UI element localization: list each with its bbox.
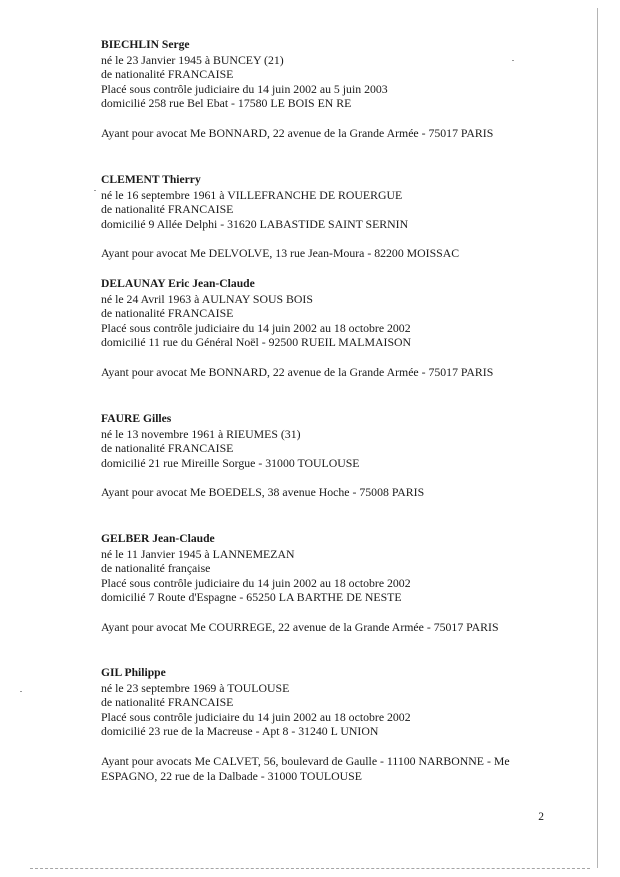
birth-line: né le 23 septembre 1969 à TOULOUSE <box>101 680 290 695</box>
nationality-line: de nationalité française <box>101 561 211 576</box>
domicile-line: domicilié 21 rue Mireille Sorgue - 31000 TOULOUSE <box>101 455 360 470</box>
lawyer-line: Ayant pour avocat Me BONNARD, 22 avenue de la Grande Armée - 75017 PARIS <box>101 364 494 379</box>
person-entry-gil <box>101 666 571 783</box>
nationality-line: de nationalité FRANCAISE <box>101 695 234 710</box>
person-name: GIL Philippe <box>101 666 166 679</box>
person-name: FAURE Gilles <box>101 412 172 425</box>
judicial-control-line: Placé sous contrôle judiciaire du 14 juin 2002 au 18 octobre 2002 <box>101 709 411 724</box>
person-name: GELBER Jean-Claude <box>101 532 215 545</box>
judicial-control-line: Placé sous contrôle judiciaire du 14 juin 2002 au 18 octobre 2002 <box>101 575 411 590</box>
birth-line: né le 23 Janvier 1945 à BUNCEY (21) <box>101 52 284 67</box>
scan-speck <box>512 60 514 61</box>
nationality-line: de nationalité FRANCAISE <box>101 67 234 82</box>
person-name: BIECHLIN Serge <box>101 38 190 51</box>
nationality-line: de nationalité FRANCAISE <box>101 202 234 217</box>
birth-line: né le 11 Janvier 1945 à LANNEMEZAN <box>101 546 295 561</box>
nationality-line: de nationalité FRANCAISE <box>101 306 234 321</box>
person-entry-gelber <box>101 532 571 635</box>
lawyer-line: Ayant pour avocat Me COURREGE, 22 avenue de la Grande Armée - 75017 PARIS <box>101 619 499 634</box>
domicile-line: domicilié 258 rue Bel Ebat - 17580 LE BOIS EN RE <box>101 96 352 111</box>
domicile-line: domicilié 11 rue du Général Noël - 92500 RUEIL MALMAISON <box>101 335 412 350</box>
judicial-control-line: Placé sous contrôle judiciaire du 14 juin 2002 au 5 juin 2003 <box>101 81 388 96</box>
domicile-line: domicilié 23 rue de la Macreuse - Apt 8 - 31240 L UNION <box>101 724 379 739</box>
birth-line: né le 13 novembre 1961 à RIEUMES (31) <box>101 426 301 441</box>
scan-edge-line <box>597 8 598 868</box>
scan-speck <box>20 691 22 692</box>
scan-speck <box>94 190 96 191</box>
domicile-line: domicilié 7 Route d'Espagne - 65250 LA BARTHE DE NESTE <box>101 590 402 605</box>
person-name: CLEMENT Thierry <box>101 173 201 186</box>
person-entry-clement <box>101 173 571 261</box>
nationality-line: de nationalité FRANCAISE <box>101 441 234 456</box>
domicile-line: domicilié 9 Allée Delphi - 31620 LABASTIDE SAINT SERNIN <box>101 216 409 231</box>
lawyer-line: Ayant pour avocat Me BOEDELS, 38 avenue Hoche - 75008 PARIS <box>101 485 425 500</box>
person-entry-biechlin <box>101 38 571 141</box>
lawyer-line: Ayant pour avocat Me BONNARD, 22 avenue de la Grande Armée - 75017 PARIS <box>101 125 494 140</box>
scan-bottom-line <box>30 868 590 870</box>
lawyer-line: Ayant pour avocats Me CALVET, 56, boulevard de Gaulle - 11100 NARBONNE - Me ESPAGNO, 22 rue de la Dalbade - 31000 TOULOUSE <box>101 753 510 783</box>
person-name: DELAUNAY Eric Jean-Claude <box>101 277 255 290</box>
lawyer-line: Ayant pour avocat Me DELVOLVE, 13 rue Jean-Moura - 82200 MOISSAC <box>101 246 460 261</box>
judicial-control-line: Placé sous contrôle judiciaire du 14 juin 2002 au 18 octobre 2002 <box>101 320 411 335</box>
page-number: 2 <box>538 811 544 823</box>
birth-line: né le 16 septembre 1961 à VILLEFRANCHE DE ROUERGUE <box>101 187 403 202</box>
birth-line: né le 24 Avril 1963 à AULNAY SOUS BOIS <box>101 291 313 306</box>
person-entry-faure <box>101 412 571 500</box>
person-entry-delaunay <box>101 277 571 380</box>
